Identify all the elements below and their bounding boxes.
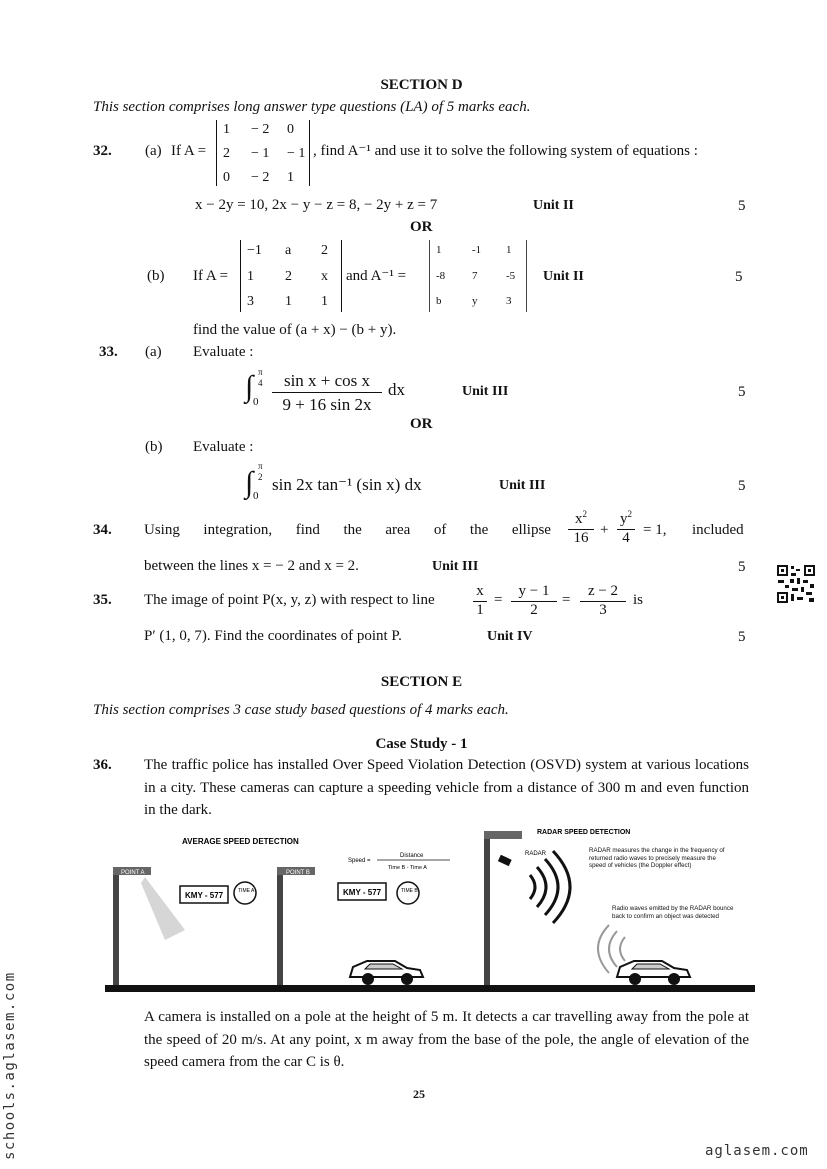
radar-label: RADAR [525, 851, 547, 857]
q33b-unit: Unit III [499, 478, 546, 493]
road-ground [105, 985, 755, 992]
q34-frac-y-den: 4 [622, 530, 630, 546]
q34-included: included [692, 522, 744, 538]
integral-sign-a: ∫ [245, 370, 254, 403]
q35-text: The image of point P(x, y, z) with respect to line [144, 592, 435, 608]
q35-is: is [633, 592, 644, 608]
q34-frac-x [568, 509, 594, 547]
q35-frac-2-den: 2 [530, 602, 538, 618]
q33a-evaluate: Evaluate : [193, 344, 254, 360]
q32-number: 32. [93, 143, 112, 159]
q34-marks: 5 [738, 559, 746, 575]
speed-label: Speed = [348, 858, 371, 864]
section-d-intro: This section comprises long answer type questions (LA) of 5 marks each. [93, 99, 531, 115]
section-e-heading: SECTION E [380, 674, 463, 690]
int-b-upper: π [258, 461, 263, 471]
radar-note-1-box [589, 847, 733, 905]
matBinv-cell: y [472, 295, 478, 307]
radar-note-2: Radio waves emitted by the RADAR bounce back to confirm an object was detected [612, 905, 734, 920]
q32a-unit: Unit II [533, 198, 574, 213]
int-a-upper: π [258, 367, 263, 377]
q34-x: x [575, 511, 583, 527]
q34-word: the [343, 522, 362, 538]
radar-title: RADAR SPEED DETECTION [537, 829, 631, 836]
matB-cell: 1 [321, 294, 328, 309]
q34-number: 34. [93, 522, 112, 538]
time-b-label: TIME B [401, 888, 418, 894]
q32b-marks: 5 [735, 269, 743, 285]
point-b-label: POINT B [286, 870, 310, 876]
matA-cell: 0 [287, 122, 294, 137]
plate-a-text: KMY - 577 [185, 891, 224, 900]
avg-title: AVERAGE SPEED DETECTION [182, 837, 299, 846]
matB-cell: a [285, 243, 292, 258]
q34-word: integration, [203, 522, 273, 538]
q34-x-square: 2 [582, 509, 587, 519]
q32a-text: , find A⁻¹ and use it to solve the following system of equations : [313, 143, 698, 159]
matBinv-cell: -5 [506, 270, 516, 282]
matA-cell: − 1 [251, 146, 270, 161]
q32b-find: find the value of (a + x) − (b + y). [193, 322, 397, 338]
q32b-if: If A = [193, 268, 229, 284]
int-a-numerator: sin x + cos x [272, 371, 382, 393]
q35-frac-3-num: z − 2 [580, 583, 626, 602]
q34-word: area [385, 522, 411, 538]
q32a-marks: 5 [738, 198, 746, 214]
matBinv-cell: -8 [436, 270, 446, 282]
radar-waves [530, 851, 570, 923]
matB-cell: 2 [285, 269, 292, 284]
q33-number: 33. [99, 344, 118, 360]
int-a-denominator: 9 + 16 sin 2x [282, 395, 372, 414]
q36-paragraph-2: A camera is installed on a pole at the height of 5 m. It detects a car travelling away from the pole at the speed of 20 m/s. At any point, x m away from the base of the pole, the angle of elevation of the speed camera from the car C is θ. [144, 1009, 749, 1070]
camera-beam [141, 877, 185, 940]
matA-cell: 1 [223, 122, 230, 137]
matBinv-cell: 3 [506, 295, 512, 307]
q34-word: the [469, 522, 489, 538]
q35-frac-1-den: 1 [476, 602, 484, 618]
q34-frac-y [617, 509, 635, 547]
q34-word: of [433, 522, 447, 538]
int-a-dx: dx [388, 380, 405, 399]
matB-cell: 3 [247, 294, 254, 309]
q33a-label: (a) [145, 344, 162, 360]
q36-number: 36. [93, 757, 112, 773]
q35-number: 35. [93, 592, 112, 608]
q32b-unit: Unit II [543, 269, 584, 284]
radar-note-2-box [612, 905, 734, 947]
side-watermark: schools.aglasem.com [2, 971, 18, 1160]
car-2 [617, 961, 690, 985]
plate-b-text: KMY - 577 [343, 888, 382, 897]
matBinv-cell: -1 [472, 244, 482, 256]
matrix-b [240, 240, 342, 312]
q33-or: OR [410, 416, 433, 432]
q33a-marks: 5 [738, 384, 746, 400]
q35-frac-3-den: 3 [599, 602, 607, 618]
matBinv-cell: 7 [472, 270, 478, 282]
qr-code [776, 564, 816, 604]
q34-frac-y-num [617, 509, 635, 530]
matB-cell: 1 [285, 294, 292, 309]
q35-eq-2: = [562, 592, 571, 608]
int-b-expression: sin 2x tan⁻¹ (sin x) dx [272, 475, 422, 494]
q33b-label: (b) [145, 439, 163, 455]
matBinv-cell: 1 [506, 244, 512, 256]
q35-frac-1-num: x [473, 583, 487, 602]
q34-word: find [295, 522, 320, 538]
matA-cell: − 2 [251, 170, 270, 185]
q35-frac-2-num: y − 1 [511, 583, 557, 602]
car-1 [350, 961, 423, 985]
matB-cell: 2 [321, 243, 328, 258]
section-d-heading: SECTION D [380, 77, 463, 93]
q34-frac-x-num [568, 509, 594, 530]
q34-frac-x-den: 16 [573, 530, 589, 546]
section-e-intro: This section comprises 3 case study based questions of 4 marks each. [93, 702, 509, 718]
q35-frac-3 [580, 583, 626, 619]
q32b-label: (b) [147, 268, 165, 284]
point-a-label: POINT A [121, 870, 145, 876]
radar-note-1: RADAR measures the change in the frequency of returned radio waves to precisely measure the speed of vehicles (the Doppler effect) [589, 847, 725, 870]
radar-pole [484, 831, 490, 985]
radar-pole-arm [484, 831, 522, 839]
matrix-b-inverse [429, 240, 527, 312]
page-number: 25 [413, 1087, 425, 1101]
q35-eq-1: = [494, 592, 503, 608]
pole-b [277, 871, 283, 985]
int-a-upper-den: 4 [258, 378, 263, 388]
q35-frac-1 [473, 583, 487, 619]
q32-or: OR [410, 219, 433, 235]
matA-cell: 0 [223, 170, 230, 185]
matrix-a [216, 120, 310, 186]
q33a-unit: Unit III [462, 384, 509, 399]
bottom-watermark: aglasem.com [705, 1143, 809, 1159]
integral-sign-b: ∫ [245, 466, 254, 499]
matA-cell: − 1 [287, 146, 306, 161]
q35-line2: P′ (1, 0, 7). Find the coordinates of point P. [144, 628, 402, 644]
q32a-label: (a) [145, 143, 162, 159]
q35-marks: 5 [738, 629, 746, 645]
int-a-lower: 0 [253, 396, 259, 408]
int-b-upper-den: 2 [258, 472, 263, 482]
q34-eq1: = 1, [643, 522, 667, 538]
speed-detection-figure [105, 825, 755, 997]
q32b-and-ainv: and A⁻¹ = [346, 268, 407, 284]
q32a-if: If A = [171, 143, 207, 159]
q34-word: ellipse [511, 522, 551, 538]
q34-plus: + [600, 522, 609, 538]
q36-paragraph-1: The traffic police has installed Over Speed Violation Detection (OSVD) system at various locations in a city. These cameras can capture a speeding vehicle from a distance of 300 m and even function in the dark. [144, 757, 749, 818]
q32-equations: x − 2y = 10, 2x − y − z = 8, − 2y + z = 7 [195, 197, 438, 213]
time-a-label: TIME A [238, 888, 255, 894]
q34-line2: between the lines x = − 2 and x = 2. [144, 558, 359, 574]
pole-a [113, 871, 119, 985]
case-study-title: Case Study - 1 [375, 736, 468, 752]
matBinv-cell: 1 [436, 244, 442, 256]
matA-cell: − 2 [251, 122, 270, 137]
speed-denominator: Time B - Time A [388, 865, 427, 871]
q34-word: Using [144, 522, 180, 538]
int-a-fraction [272, 371, 382, 415]
radar-device [498, 855, 512, 866]
matB-cell: x [321, 269, 328, 284]
int-b-lower: 0 [253, 490, 259, 502]
q34-unit: Unit III [432, 559, 479, 574]
q34-text [144, 523, 551, 538]
q33b-marks: 5 [738, 478, 746, 494]
matB-cell: 1 [247, 269, 254, 284]
speed-numerator: Distance [400, 853, 424, 859]
matB-cell: −1 [247, 243, 262, 258]
q33b-evaluate: Evaluate : [193, 439, 254, 455]
matA-cell: 1 [287, 170, 294, 185]
q35-frac-2 [511, 583, 557, 619]
q34-y-square: 2 [627, 509, 632, 519]
q34-y: y [620, 511, 628, 527]
matBinv-cell: b [436, 295, 442, 307]
matA-cell: 2 [223, 146, 230, 161]
q35-unit: Unit IV [487, 629, 533, 644]
